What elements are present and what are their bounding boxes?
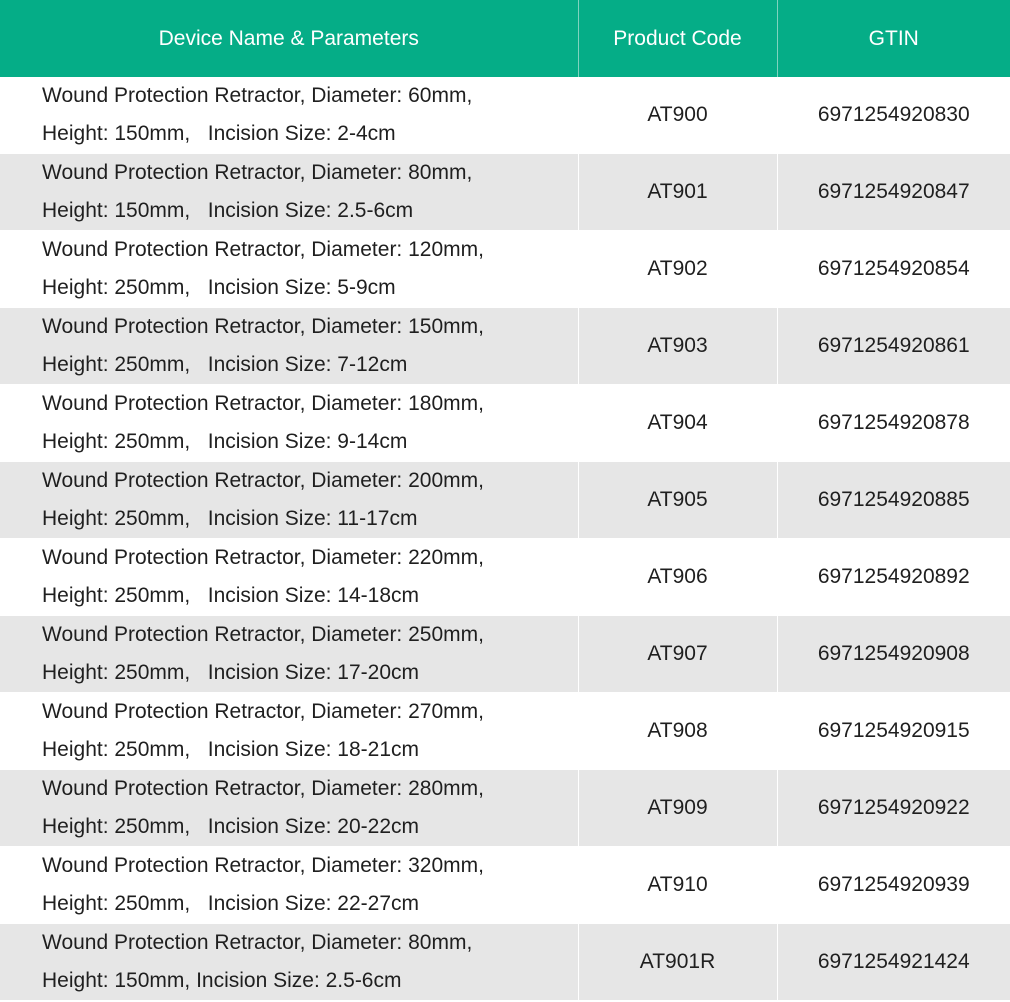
table-row [0, 847, 1010, 924]
device-params-line: Height: 250mm, Incision Size: 17-20cm [42, 661, 419, 684]
table-row [0, 924, 1010, 1001]
gtin-cell: 6971254921424 [777, 924, 1010, 1001]
device-name-line: Wound Protection Retractor, Diameter: 200mm, [42, 469, 484, 492]
device-description-cell [0, 385, 578, 462]
device-params-line: Height: 250mm, Incision Size: 9-14cm [42, 430, 408, 453]
header-product-code: Product Code [578, 0, 777, 77]
gtin-cell: 6971254920939 [777, 847, 1010, 924]
device-params-line: Height: 250mm, Incision Size: 5-9cm [42, 276, 396, 299]
product-code-cell: AT902 [578, 231, 777, 308]
device-name-line: Wound Protection Retractor, Diameter: 120mm, [42, 238, 484, 261]
gtin-cell: 6971254920892 [777, 539, 1010, 616]
table-row [0, 77, 1010, 154]
device-description-cell [0, 924, 578, 1001]
device-description-cell [0, 539, 578, 616]
product-code-cell: AT910 [578, 847, 777, 924]
gtin-cell: 6971254920908 [777, 616, 1010, 693]
device-params-line: Height: 250mm, Incision Size: 14-18cm [42, 584, 419, 607]
product-code-cell: AT901R [578, 924, 777, 1001]
device-name-line: Wound Protection Retractor, Diameter: 220mm, [42, 546, 484, 569]
device-params-line: Height: 250mm, Incision Size: 7-12cm [42, 353, 408, 376]
device-description-cell [0, 231, 578, 308]
table-body [0, 77, 1010, 1001]
gtin-cell: 6971254920915 [777, 693, 1010, 770]
header-row [0, 0, 1010, 77]
device-description-cell [0, 154, 578, 231]
product-code-cell: AT903 [578, 308, 777, 385]
table-row [0, 693, 1010, 770]
product-code-cell: AT908 [578, 693, 777, 770]
product-code-cell: AT906 [578, 539, 777, 616]
device-params-line: Height: 150mm, Incision Size: 2-4cm [42, 122, 396, 145]
table-row [0, 308, 1010, 385]
device-name-line: Wound Protection Retractor, Diameter: 280mm, [42, 777, 484, 800]
device-name-line: Wound Protection Retractor, Diameter: 270mm, [42, 700, 484, 723]
table-row [0, 385, 1010, 462]
header-gtin: GTIN [777, 0, 1010, 77]
device-description-cell [0, 847, 578, 924]
product-code-cell: AT904 [578, 385, 777, 462]
table-row [0, 770, 1010, 847]
device-name-line: Wound Protection Retractor, Diameter: 150mm, [42, 315, 484, 338]
device-params-line: Height: 150mm, Incision Size: 2.5-6cm [42, 969, 402, 992]
product-code-cell: AT907 [578, 616, 777, 693]
table-row [0, 539, 1010, 616]
device-params-line: Height: 250mm, Incision Size: 11-17cm [42, 507, 418, 530]
device-name-line: Wound Protection Retractor, Diameter: 60mm, [42, 84, 473, 107]
device-params-line: Height: 150mm, Incision Size: 2.5-6cm [42, 199, 414, 222]
table-row [0, 616, 1010, 693]
table-header [0, 0, 1010, 77]
device-params-line: Height: 250mm, Incision Size: 22-27cm [42, 892, 419, 915]
device-description-cell [0, 308, 578, 385]
device-params-line: Height: 250mm, Incision Size: 18-21cm [42, 738, 419, 761]
device-name-line: Wound Protection Retractor, Diameter: 250mm, [42, 623, 484, 646]
product-code-cell: AT900 [578, 77, 777, 154]
gtin-cell: 6971254920878 [777, 385, 1010, 462]
device-name-line: Wound Protection Retractor, Diameter: 80mm, [42, 931, 473, 954]
table-row [0, 462, 1010, 539]
gtin-cell: 6971254920830 [777, 77, 1010, 154]
device-name-line: Wound Protection Retractor, Diameter: 80mm, [42, 161, 473, 184]
gtin-cell: 6971254920847 [777, 154, 1010, 231]
device-description-cell [0, 616, 578, 693]
gtin-cell: 6971254920922 [777, 770, 1010, 847]
device-params-line: Height: 250mm, Incision Size: 20-22cm [42, 815, 419, 838]
gtin-cell: 6971254920861 [777, 308, 1010, 385]
product-code-cell: AT901 [578, 154, 777, 231]
header-device-name: Device Name & Parameters [0, 0, 578, 77]
gtin-cell: 6971254920854 [777, 231, 1010, 308]
product-code-cell: AT909 [578, 770, 777, 847]
table-row [0, 231, 1010, 308]
device-name-line: Wound Protection Retractor, Diameter: 180mm, [42, 392, 484, 415]
table-row [0, 154, 1010, 231]
product-code-cell: AT905 [578, 462, 777, 539]
device-description-cell [0, 77, 578, 154]
device-description-cell [0, 462, 578, 539]
device-description-cell [0, 770, 578, 847]
device-description-cell [0, 693, 578, 770]
device-name-line: Wound Protection Retractor, Diameter: 320mm, [42, 854, 484, 877]
gtin-cell: 6971254920885 [777, 462, 1010, 539]
